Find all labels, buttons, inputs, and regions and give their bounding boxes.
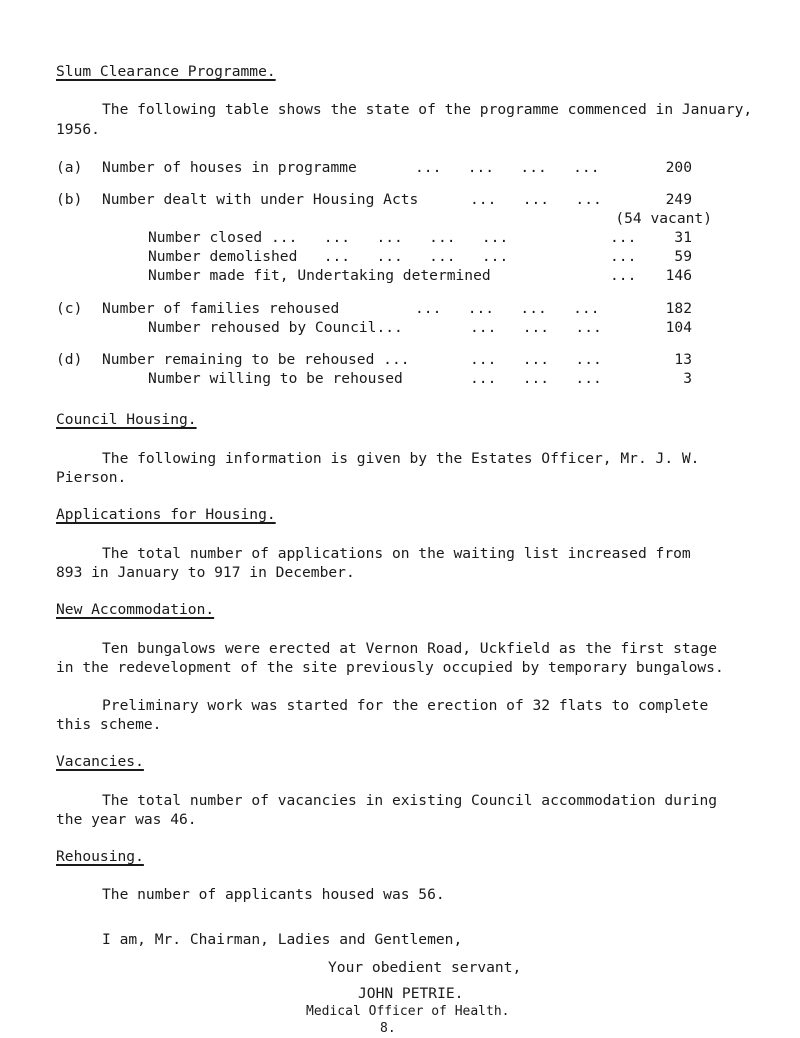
applications-line-2: 893 in January to 917 in December. bbox=[56, 564, 355, 581]
row-a-value: 200 bbox=[665, 159, 692, 176]
new-acc-line-2: in the redevelopment of the site previously occupied by temporary bungalows. bbox=[56, 659, 724, 676]
signatory-title: Medical Officer of Health. bbox=[306, 1004, 510, 1019]
heading-new-accommodation: New Accommodation. bbox=[56, 601, 215, 618]
heading-council-housing: Council Housing. bbox=[56, 411, 197, 428]
prelim-line-1: Preliminary work was started for the erection of 32 flats to complete bbox=[102, 697, 709, 714]
row-b2-text: Number demolished ... ... ... ... bbox=[148, 248, 509, 265]
row-b-note: (54 vacant) bbox=[615, 210, 712, 227]
council-info-line-2: Pierson. bbox=[56, 469, 127, 486]
rehousing-line-1: The number of applicants housed was 56. bbox=[102, 886, 445, 903]
council-info-line-1: The following information is given by the Estates Officer, Mr. J. W. bbox=[102, 450, 700, 467]
row-c-dots: ... ... ... ... bbox=[415, 300, 600, 317]
row-a-text: Number of houses in programme bbox=[102, 159, 357, 176]
row-b2-value: 59 bbox=[674, 248, 692, 265]
row-b1-dots: ... bbox=[610, 229, 637, 246]
row-c-text: Number of families rehoused bbox=[102, 300, 340, 317]
row-d-label: (d) bbox=[56, 351, 83, 368]
row-b1-value: 31 bbox=[674, 229, 692, 246]
prelim-line-2: this scheme. bbox=[56, 716, 162, 733]
vacancies-line-2: the year was 46. bbox=[56, 811, 197, 828]
row-d1-dots: ... ... ... bbox=[470, 370, 602, 387]
heading-vacancies: Vacancies. bbox=[56, 753, 144, 770]
applications-line-1: The total number of applications on the waiting list increased from bbox=[102, 545, 691, 562]
row-b3-dots: ... bbox=[610, 267, 637, 284]
new-acc-line-1: Ten bungalows were erected at Vernon Road, Uckfield as the first stage bbox=[102, 640, 718, 657]
row-d-text: Number remaining to be rehoused ... bbox=[102, 351, 410, 368]
row-b-label: (b) bbox=[56, 191, 83, 208]
row-d1-value: 3 bbox=[683, 370, 692, 387]
heading-slum-clearance: Slum Clearance Programme. bbox=[56, 63, 276, 80]
row-d-dots: ... ... ... bbox=[470, 351, 602, 368]
intro-line-1: The following table shows the state of the programme commenced in January, bbox=[102, 101, 753, 118]
row-c1-value: 104 bbox=[665, 319, 692, 336]
row-a-label: (a) bbox=[56, 159, 83, 176]
row-c1-text: Number rehoused by Council... bbox=[148, 319, 403, 336]
row-b3-value: 146 bbox=[665, 267, 692, 284]
valediction: Your obedient servant, bbox=[328, 959, 522, 976]
row-b2-dots: ... bbox=[610, 248, 637, 265]
row-d1-text: Number willing to be rehoused bbox=[148, 370, 403, 387]
row-c1-dots: ... ... ... bbox=[470, 319, 602, 336]
row-b-dots: ... ... ... bbox=[470, 191, 602, 208]
row-b-value: 249 bbox=[665, 191, 692, 208]
vacancies-line-1: The total number of vacancies in existing Council accommodation during bbox=[102, 792, 718, 809]
salutation: I am, Mr. Chairman, Ladies and Gentlemen, bbox=[102, 931, 463, 948]
row-b1-text: Number closed ... ... ... ... ... bbox=[148, 229, 509, 246]
signatory-name: JOHN PETRIE. bbox=[358, 985, 464, 1002]
row-a-dots: ... ... ... ... bbox=[415, 159, 600, 176]
row-d-value: 13 bbox=[674, 351, 692, 368]
row-b3-text: Number made fit, Undertaking determined bbox=[148, 267, 491, 284]
row-c-label: (c) bbox=[56, 300, 83, 317]
intro-line-2: 1956. bbox=[56, 121, 100, 138]
heading-applications: Applications for Housing. bbox=[56, 506, 276, 523]
row-c-value: 182 bbox=[665, 300, 692, 317]
page-number: 8. bbox=[380, 1021, 396, 1036]
row-b-text: Number dealt with under Housing Acts bbox=[102, 191, 419, 208]
heading-rehousing: Rehousing. bbox=[56, 848, 144, 865]
